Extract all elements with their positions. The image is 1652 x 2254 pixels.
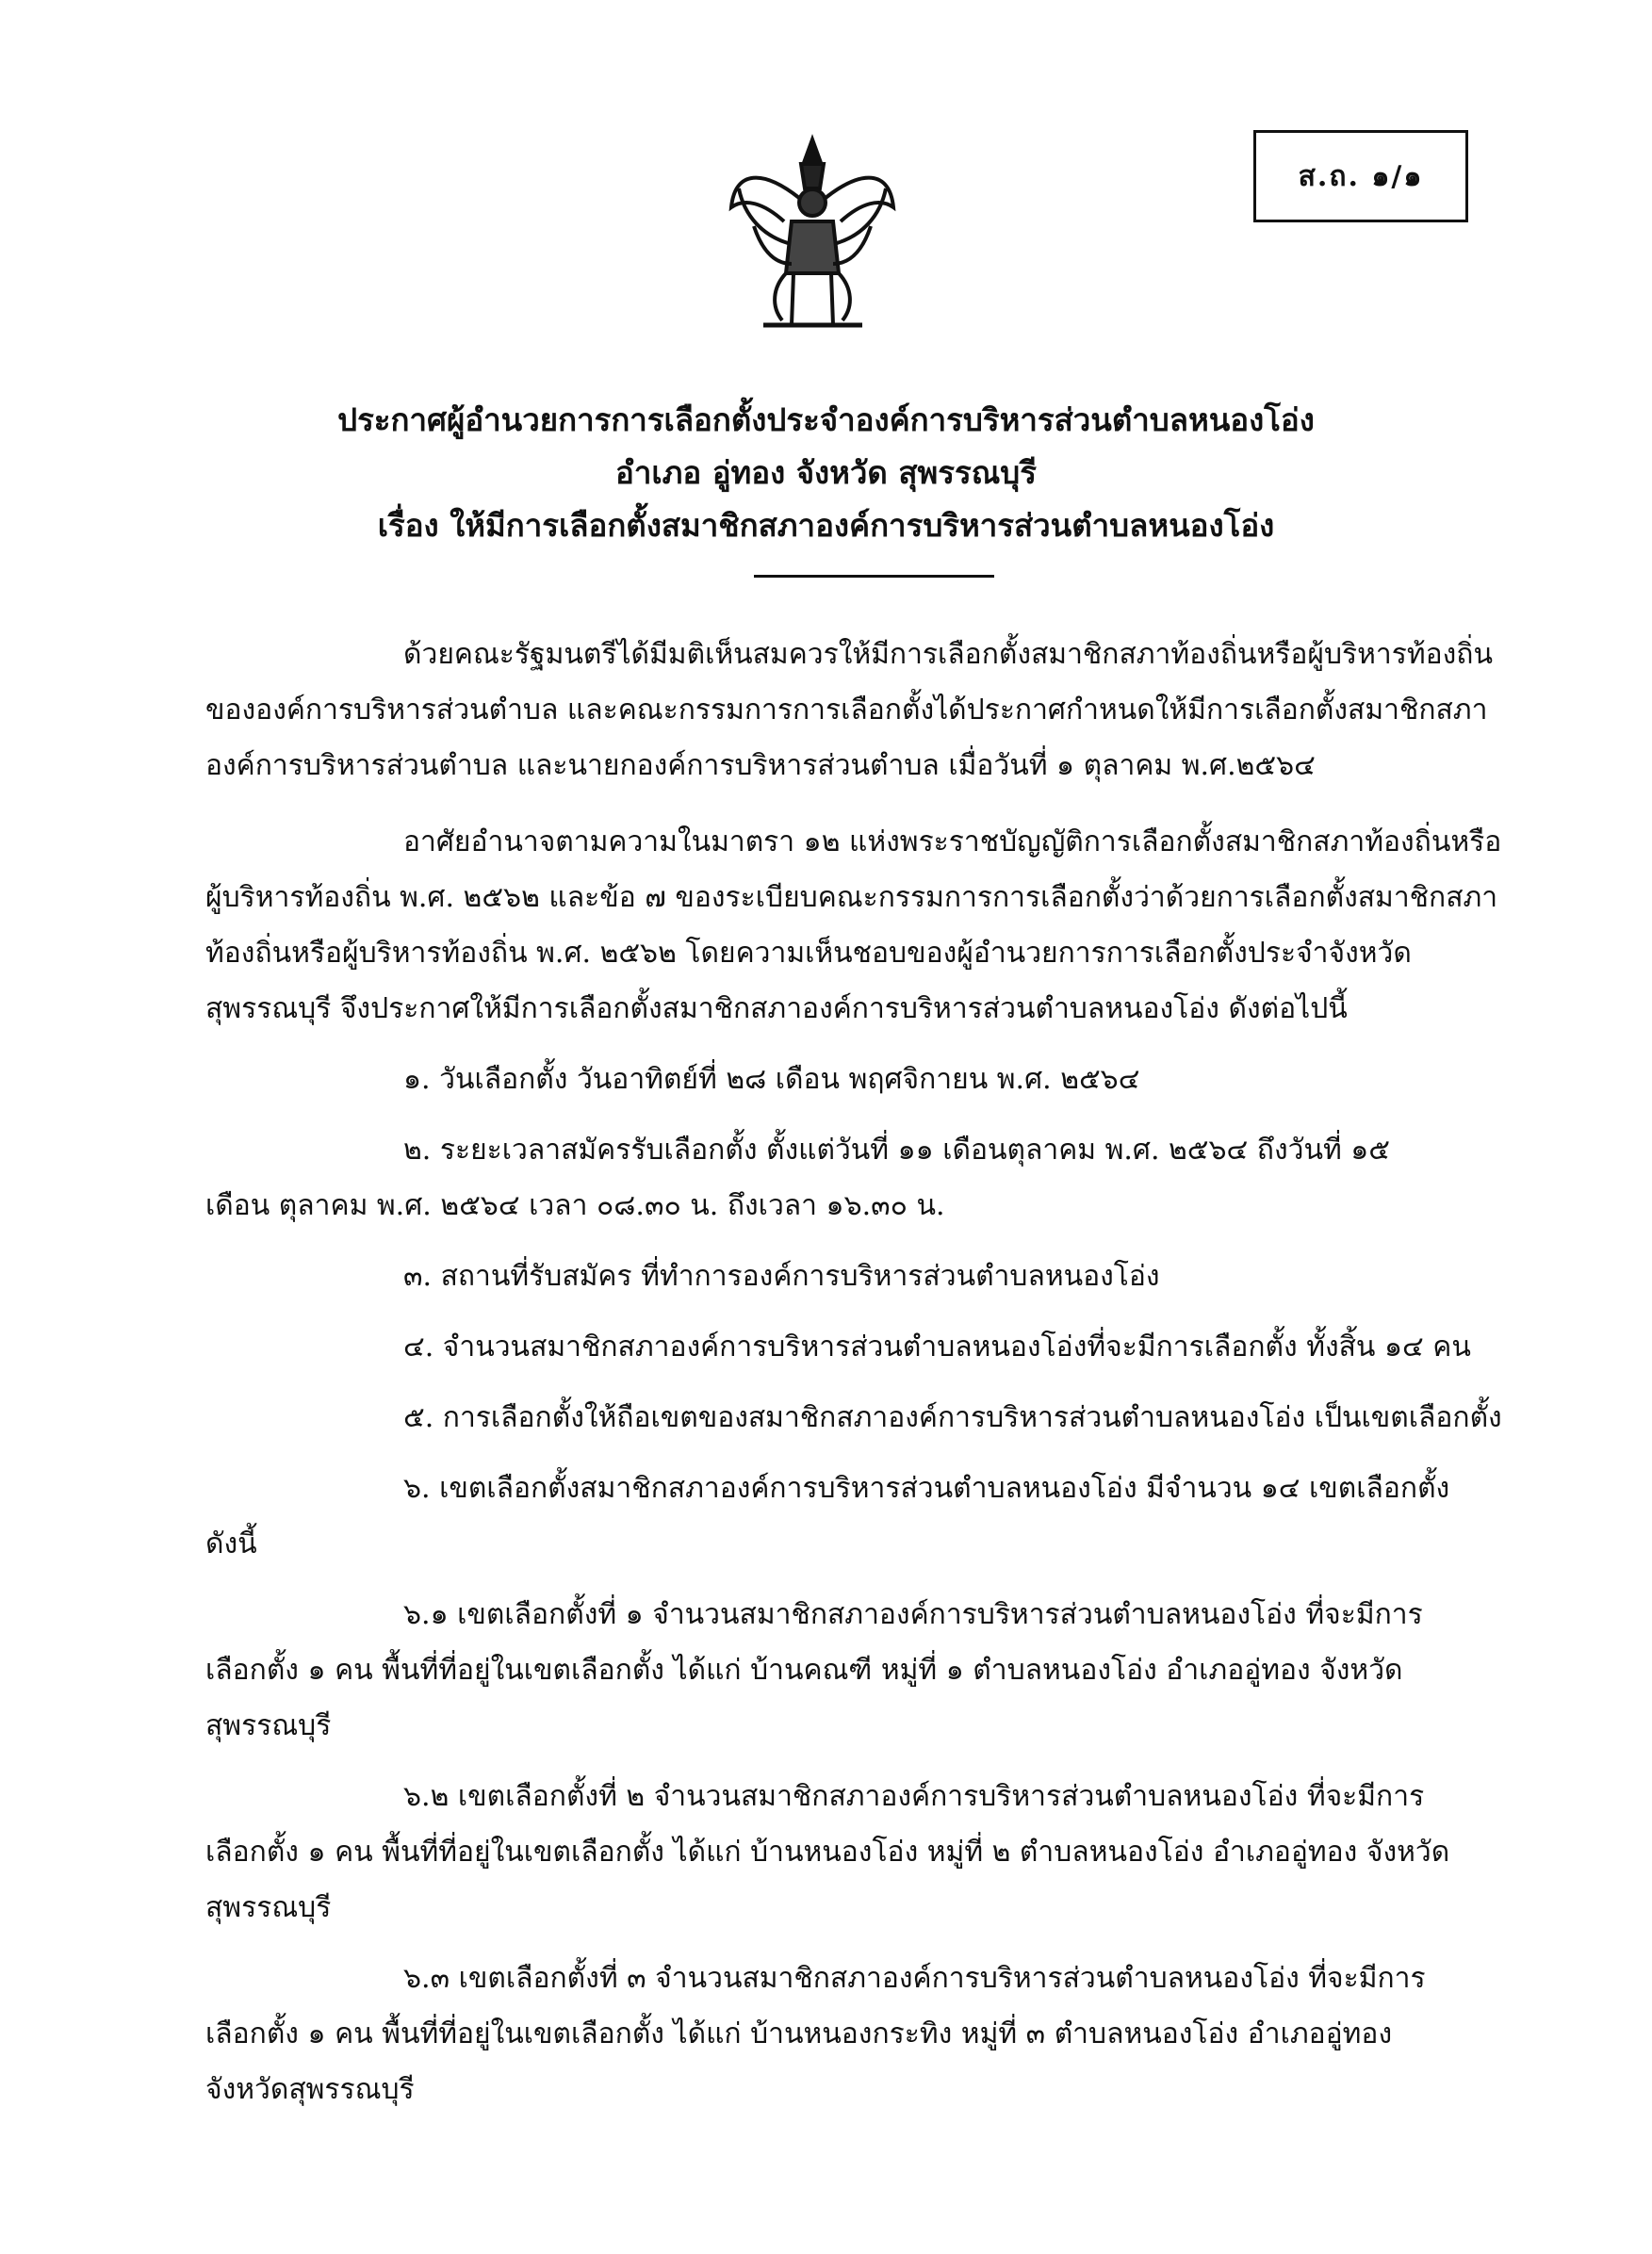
item-application-place: ๓. สถานที่รับสมัคร ที่ทำการองค์การบริหารส่วนตำบลหนองโอ่ง — [403, 1260, 1160, 1293]
district-2: ๖.๒ เขตเลือกตั้งที่ ๒ จำนวนสมาชิกสภาองค์การบริหารส่วนตำบลหนองโอ่ง ที่จะมีการ เลือกตั้ง ๑ คน พื้นที่ที่อยู่ในเขตเลือกตั้ง ได้แก่ บ้านหนองโอ่ง หมู่ที่ ๒ ตำบลหนองโอ่ง อำเภออู่ทอง จังหวัด สุพรรณบุรี — [205, 1780, 1450, 1924]
announcement-body — [205, 627, 1502, 2117]
header-divider — [754, 575, 994, 578]
paragraph-cabinet-resolution: ด้วยคณะรัฐมนตรีได้มีมติเห็นสมควรให้มีการเลือกตั้งสมาชิกสภาท้องถิ่นหรือผู้บริหารท้องถิ่น ขององค์การบริหารส่วนตำบล และคณะกรรมการการเลือกตั้งได้ประกาศกำหนดให้มีการเลือกตั้งสมาชิกสภา องค์การบริหารส่วนตำบล และนายกองค์การบริหารส่วนตำบล เมื่อวันที่ ๑ ตุลาคม พ.ศ.๒๕๖๔ — [205, 638, 1493, 782]
announcement-header — [188, 394, 1464, 552]
item-constituency-basis: ๕. การเลือกตั้งให้ถือเขตของสมาชิกสภาองค์การบริหารส่วนตำบลหนองโอ่ง เป็นเขตเลือกตั้ง — [403, 1401, 1502, 1434]
item-election-date: ๑. วันเลือกตั้ง วันอาทิตย์ที่ ๒๘ เดือน พฤศจิกายน พ.ศ. ๒๕๖๔ — [403, 1063, 1140, 1096]
announcement-location: อำเภอ อู่ทอง จังหวัด สุพรรณบุรี — [615, 454, 1037, 491]
garuda-emblem-icon — [726, 132, 900, 335]
district-1: ๖.๑ เขตเลือกตั้งที่ ๑ จำนวนสมาชิกสภาองค์การบริหารส่วนตำบลหนองโอ่ง ที่จะมีการ เลือกตั้ง ๑ คน พื้นที่ที่อยู่ในเขตเลือกตั้ง ได้แก่ บ้านคณฑี หมู่ที่ ๑ ตำบลหนองโอ่ง อำเภออู่ทอง จังหวัด สุพรรณบุรี — [205, 1598, 1423, 1742]
announcement-subject: เรื่อง ให้มีการเลือกตั้งสมาชิกสภาองค์การบริหารส่วนตำบลหนองโอ่ง — [377, 507, 1275, 544]
item-member-count: ๔. จำนวนสมาชิกสภาองค์การบริหารส่วนตำบลหนองโอ่งที่จะมีการเลือกตั้ง ทั้งสิ้น ๑๔ คน — [403, 1331, 1471, 1364]
paragraph-legal-authority: อาศัยอำนาจตามความในมาตรา ๑๒ แห่งพระราชบัญญัติการเลือกตั้งสมาชิกสภาท้องถิ่นหรือ ผู้บริหารท้องถิ่น พ.ศ. ๒๕๖๒ และข้อ ๗ ของระเบียบคณะกรรมการการเลือกตั้งว่าด้วยการเลือกตั้งสมาชิกสภา ท้องถิ่นหรือผู้บริหารท้องถิ่น พ.ศ. ๒๕๖๒ โดยความเห็นชอบของผู้อำนวยการการเลือกตั้งประจำจังหวัด สุพรรณบุรี จึงประกาศให้มีการเลือกตั้งสมาชิกสภาองค์การบริหารส่วนตำบลหนองโอ่ง ดังต่อไปนี้ — [205, 825, 1502, 1025]
form-code-box: ส.ถ. ๑/๑ — [1253, 130, 1468, 222]
announcement-title: ประกาศผู้อำนวยการการเลือกตั้งประจำองค์การบริหารส่วนตำบลหนองโอ่ง — [337, 401, 1315, 438]
item-constituency-count: ๖. เขตเลือกตั้งสมาชิกสภาองค์การบริหารส่วนตำบลหนองโอ่ง มีจำนวน ๑๔ เขตเลือกตั้ง ดังนี้ — [205, 1472, 1450, 1560]
item-application-period: ๒. ระยะเวลาสมัครรับเลือกตั้ง ตั้งแต่วันที่ ๑๑ เดือนตุลาคม พ.ศ. ๒๕๖๔ ถึงวันที่ ๑๕ เดือน ตุลาคม พ.ศ. ๒๕๖๔ เวลา ๐๘.๓๐ น. ถึงเวลา ๑๖.๓๐ น. — [205, 1134, 1391, 1222]
district-3: ๖.๓ เขตเลือกตั้งที่ ๓ จำนวนสมาชิกสภาองค์การบริหารส่วนตำบลหนองโอ่ง ที่จะมีการ เลือกตั้ง ๑ คน พื้นที่ที่อยู่ในเขตเลือกตั้ง ได้แก่ บ้านหนองกระทิง หมู่ที่ ๓ ตำบลหนองโอ่ง อำเภออู่ทอง จังหวัดสุพรรณบุรี — [205, 1962, 1426, 2106]
